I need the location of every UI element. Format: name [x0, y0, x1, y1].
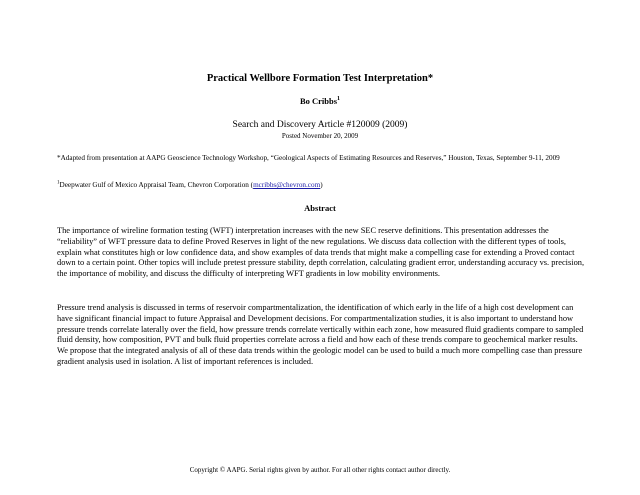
abstract-paragraph-1: The importance of wireline formation testing (WFT) interpretation increases with the new SEC reserve definitions. This presentation addresses the “reliability” of WFT pressure data to define Proved Reserves in light of the new regulations. We discuss data collection with the different types of tools, explain what constitutes high or low confidence data, and show examples of data trends that might make a compelling case for extending a Proved contact down to a certain point. Other topics will include pretest pressure stability, depth correlation, calculating gradient error, understanding accuracy vs. precision, the importance of mobility, and discuss the difficulty of interpreting WFT gradients in low mobility environments.	[57, 226, 585, 279]
adapted-note: *Adapted from presentation at AAPG Geoscience Technology Workshop, “Geological Aspects of Estimating Resources and Reserves,” Houston, Texas, September 9-11, 2009	[57, 154, 560, 162]
copyright-footer: Copyright © AAPG. Serial rights given by author. For all other rights contact author directly.	[189, 466, 451, 474]
article-number: Search and Discovery Article #120009 (2009)	[232, 120, 408, 130]
affiliation-close: )	[320, 181, 323, 189]
author-line	[0, 96, 640, 106]
affiliation-text: Deepwater Gulf of Mexico Appraisal Team, Chevron Corporation (	[59, 181, 254, 189]
abstract-heading: Abstract	[304, 203, 336, 213]
author-name: Bo Cribbs	[299, 96, 338, 106]
author-email-link[interactable]: mcribbs@chevron.com	[253, 181, 321, 189]
paper-title: Practical Wellbore Formation Test Interpretation*	[206, 73, 434, 84]
posted-date: Posted November 20, 2009	[281, 132, 359, 140]
abstract-paragraph-2: Pressure trend analysis is discussed in terms of reservoir compartmentalization, the identification of which early in the life of a high cost development can have significant financial impact to future Appraisal and Development decisions. For compartmentalization studies, it is also important to understand how pressure trends correlate laterally over the field, how pressure trends correlate vertically within each zone, how measured fluid gradients compare to sampled fluid density, how composition, PVT and bulk fluid properties correlate across a field and how each of these trends compare to geochemical marker results. We propose that the integrated analysis of all of these data trends within the geologic model can be used to build a much more compelling case than pressure gradient analysis used in isolation. A list of important references is included.	[57, 303, 584, 366]
author-superscript: 1	[337, 96, 341, 103]
affiliation-superscript: 1	[57, 180, 60, 186]
affiliation-line	[57, 181, 587, 189]
